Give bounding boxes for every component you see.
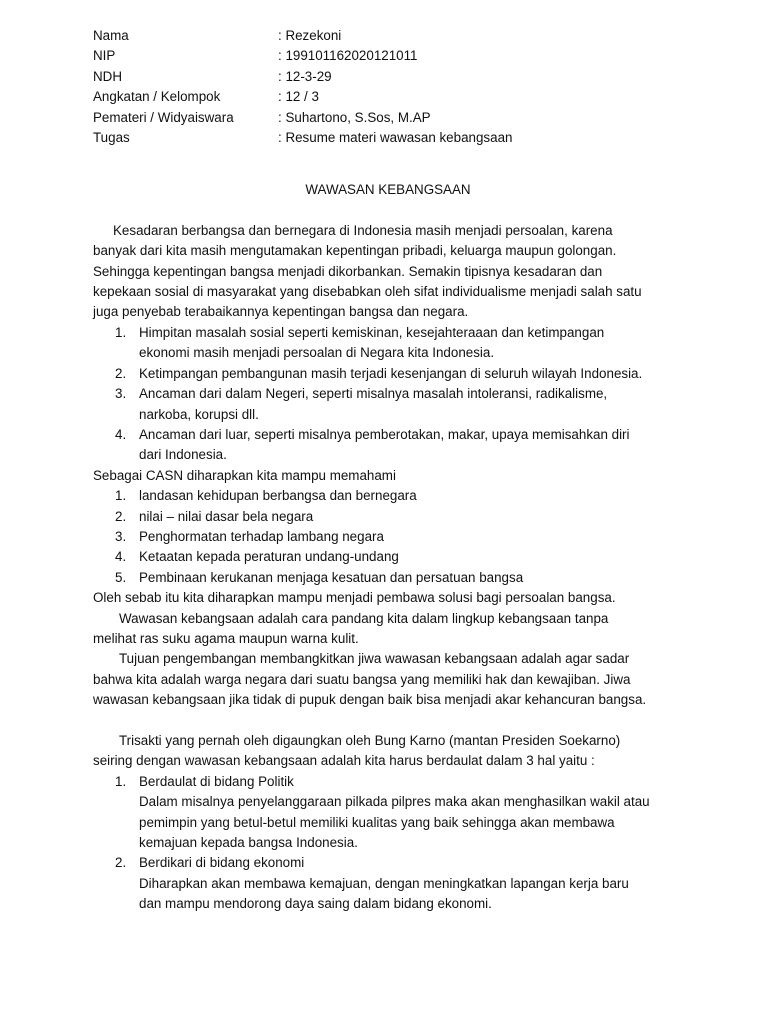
header-label: Nama (93, 28, 129, 43)
document-page (93, 26, 683, 915)
paragraph-line: bahwa kita adalah warga negara dari suatu bangsa yang memiliki hak dan kewajiban. Jiwa (93, 671, 631, 687)
header-row-angkatan (93, 87, 683, 107)
header-row-nip (93, 46, 683, 66)
list-line: Penghormatan terhadap lambang negara (139, 528, 384, 544)
header-label: NDH (93, 68, 123, 84)
list-item (93, 323, 683, 364)
paragraph-line: Sehingga kepentingan bangsa menjadi dikorbankan. Semakin tipisnya kesadaran dan (93, 263, 603, 279)
header-value: : Resume materi wawasan kebangsaan (278, 130, 513, 146)
header-table (93, 26, 683, 148)
list-line: dan mampu mendorong daya saing dalam bidang ekonomi. (139, 896, 492, 912)
header-row-tugas (93, 128, 683, 148)
list-number: 1. (115, 324, 127, 340)
list-number: 1. (115, 488, 127, 504)
list-heading: Berdikari di bidang ekonomi (139, 855, 305, 871)
paragraph-line: juga penyebab terabaikannya kepentingan bangsa dan negara. (93, 304, 469, 320)
paragraph-line: seiring dengan wawasan kebangsaan adalah kita harus berdaulat dalam 3 hal yaitu : (93, 753, 595, 769)
list-item (93, 772, 683, 854)
header-label: NIP (93, 48, 116, 64)
list-line: narkoba, korupsi dll. (139, 406, 259, 422)
list-item (93, 547, 683, 567)
tujuan-paragraph (93, 649, 683, 710)
header-row-pemateri (93, 108, 683, 128)
list-line: pemimpin yang betul-betul memiliki kualitas yang baik sehingga akan membawa (139, 814, 615, 830)
paragraph-line: Trisakti yang pernah oleh digaungkan oleh Bung Karno (mantan Presiden Soekarno) (119, 732, 621, 748)
list-number: 3. (115, 386, 127, 402)
list-line: dari Indonesia. (139, 447, 227, 463)
blank-line (93, 711, 683, 731)
list-item (93, 527, 683, 547)
header-value: : 12-3-29 (278, 68, 332, 84)
list-line: Himpitan masalah sosial seperti kemiskinan, kesejahteraaan dan ketimpangan (139, 324, 605, 340)
list-item (93, 568, 683, 588)
list-number: 4. (115, 549, 127, 565)
problem-list (93, 323, 683, 466)
list-line: landasan kehidupan berbangsa dan bernegara (139, 488, 417, 504)
list-line: Dalam misalnya penyelanggaraan pilkada pilpres maka akan menghasilkan wakil atau (139, 794, 650, 810)
header-row-nama (93, 26, 683, 46)
list-number: 2. (115, 508, 127, 524)
list-line: kemajuan kepada bangsa Indonesia. (139, 835, 358, 851)
document-title: WAWASAN KEBANGSAAN (305, 182, 471, 198)
list-line: nilai – nilai dasar bela negara (139, 508, 314, 524)
casn-list (93, 486, 683, 588)
paragraph-line: wawasan kebangsaan jika tidak di pupuk dengan baik bisa menjadi akar kehancuran bangsa. (93, 692, 647, 708)
list-number: 2. (115, 365, 127, 381)
list-item (93, 425, 683, 466)
list-number: 2. (115, 855, 127, 871)
solusi-paragraph: Oleh sebab itu kita diharapkan mampu menjadi pembawa solusi bagi persoalan bangsa. (93, 590, 616, 606)
paragraph-line: Wawasan kebangsaan adalah cara pandang kita dalam lingkup kebangsaan tanpa (119, 610, 609, 626)
header-value: : Suhartono, S.Sos, M.AP (278, 109, 431, 125)
list-line: Ketaatan kepada peraturan undang-undang (139, 549, 399, 565)
list-item (93, 853, 683, 914)
paragraph-line: Kesadaran berbangsa dan bernegara di Indonesia masih menjadi persoalan, karena (113, 222, 613, 238)
wawasan-definition-paragraph (93, 609, 683, 650)
list-line: Diharapkan akan membawa kemajuan, dengan meningkatkan lapangan kerja baru (139, 875, 629, 891)
header-value: : 199101162020121011 (278, 48, 418, 64)
list-item (93, 384, 683, 425)
list-number: 1. (115, 773, 127, 789)
header-label: Tugas (93, 130, 130, 146)
header-value: : Rezekoni (278, 28, 342, 43)
paragraph-line: kepekaan sosial di masyarakat yang disebabkan oleh sifat individualisme menjadi salah satu (93, 284, 642, 300)
list-item (93, 364, 683, 384)
paragraph-line: banyak dari kita masih mengutamakan kepentingan pribadi, keluarga maupun golongan. (93, 243, 617, 259)
list-item (93, 486, 683, 506)
header-value: : 12 / 3 (278, 89, 319, 105)
paragraph-line: Tujuan pengembangan membangkitkan jiwa wawasan kebangsaan adalah agar sadar (119, 651, 630, 667)
list-line: Pembinaan kerukanan menjaga kesatuan dan persatuan bangsa (139, 569, 524, 585)
list-number: 4. (115, 426, 127, 442)
header-row-ndh (93, 67, 683, 87)
list-heading: Berdaulat di bidang Politik (139, 773, 294, 789)
paragraph-line: melihat ras suku agama maupun warna kulit. (93, 630, 359, 646)
list-number: 3. (115, 528, 127, 544)
list-line: Ketimpangan pembangunan masih terjadi kesenjangan di seluruh wilayah Indonesia. (139, 365, 643, 381)
list-number: 5. (115, 569, 127, 585)
trisakti-paragraph (93, 731, 683, 772)
list-line: ekonomi masih menjadi persoalan di Negara kita Indonesia. (139, 345, 495, 361)
list-line: Ancaman dari luar, seperti misalnya pemberotakan, makar, upaya memisahkan diri (139, 426, 630, 442)
intro-paragraph (93, 221, 683, 323)
list-line: Ancaman dari dalam Negeri, seperti misalnya masalah intoleransi, radikalisme, (139, 386, 608, 402)
list-item (93, 507, 683, 527)
casn-intro: Sebagai CASN diharapkan kita mampu memahami (93, 467, 396, 483)
header-label: Angkatan / Kelompok (93, 89, 221, 105)
header-label: Pemateri / Widyaiswara (93, 109, 234, 125)
trisakti-list (93, 772, 683, 915)
